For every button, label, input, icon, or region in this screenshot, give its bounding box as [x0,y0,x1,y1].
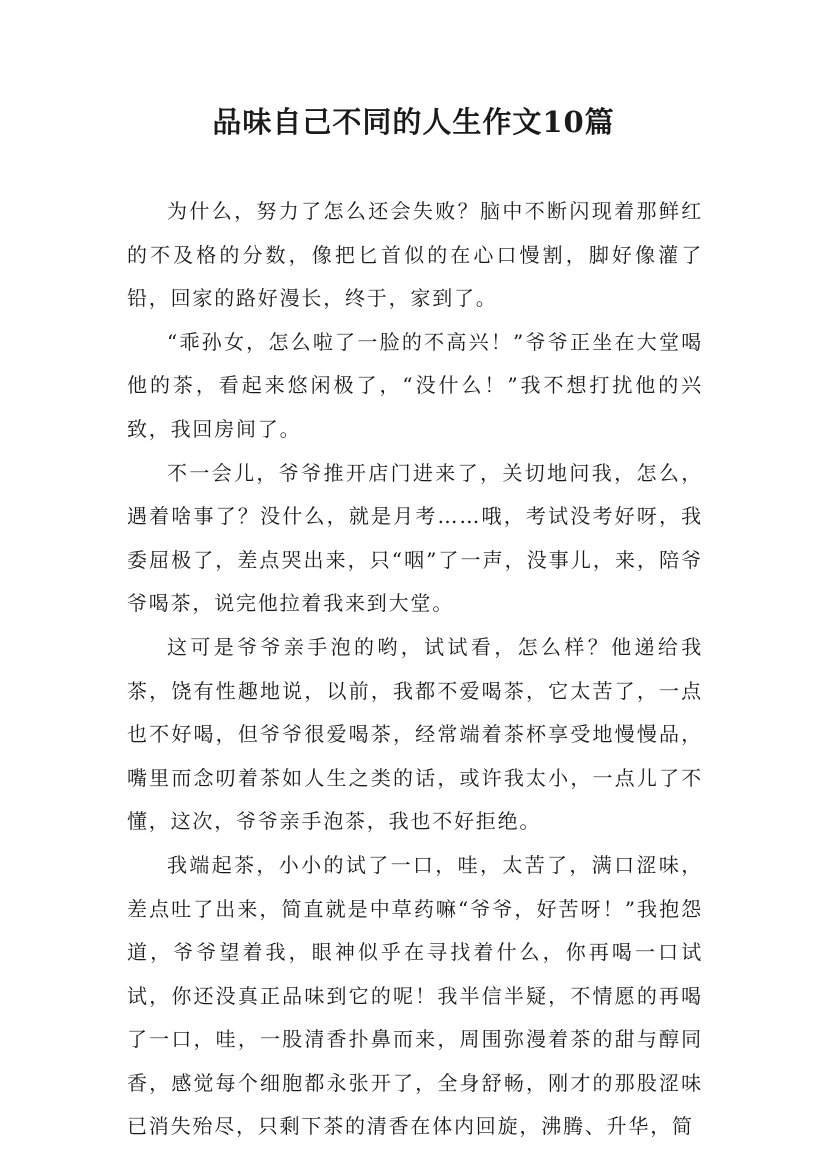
paragraph: 不一会儿，爷爷推开店门进来了，关切地问我，怎么，遇着啥事了？没什么，就是月考……哦，考试没考好呀，我委屈极了，差点哭出来，只“咽”了一声，没事儿，来，陪爷爷喝茶，说完他拉着我来到大堂。 [127,460,703,616]
paragraph: 我端起茶，小小的试了一口，哇，太苦了，满口涩味，差点吐了出来，简直就是中草药嘛“爷爷，好苦呀！”我抱怨道，爷爷望着我，眼神似乎在寻找着什么，你再喝一口试试，你还没真正品味到它的呢！我半信半疑，不情愿的再喝了一口，哇，一股清香扑鼻而来，周围弥漫着茶的甜与醇同香，感觉每个细胞都永张开了，全身舒畅，刚才的那股涩味已消失殆尽，只剩下茶的清香在体内回旋，沸腾、升华，简 [127,852,703,1139]
document-title: 品味自己不同的人生作文10篇 [212,105,615,139]
paragraph: 这可是爷爷亲手泡的哟，试试看，怎么样？他递给我茶，饶有性趣地说，以前，我都不爱喝茶，它太苦了，一点也不好喝，但爷爷很爱喝茶，经常端着茶杯享受地慢慢品，嘴里而念叨着茶如人生之类的话，或许我太小，一点儿了不懂，这次，爷爷亲手泡茶，我也不好拒绝。 [127,634,703,834]
document-body [127,190,703,1149]
paragraph: 为什么，努力了怎么还会失败？脑中不断闪现着那鲜红的不及格的分数，像把匕首似的在心口慢割，脚好像灌了铅，回家的路好漫长，终于，家到了。 [127,199,703,311]
paragraph: “乖孙女，怎么啦了一脸的不高兴！”爷爷正坐在大堂喝他的茶，看起来悠闲极了，“没什么！”我不想打扰他的兴致，我回房间了。 [127,329,703,441]
